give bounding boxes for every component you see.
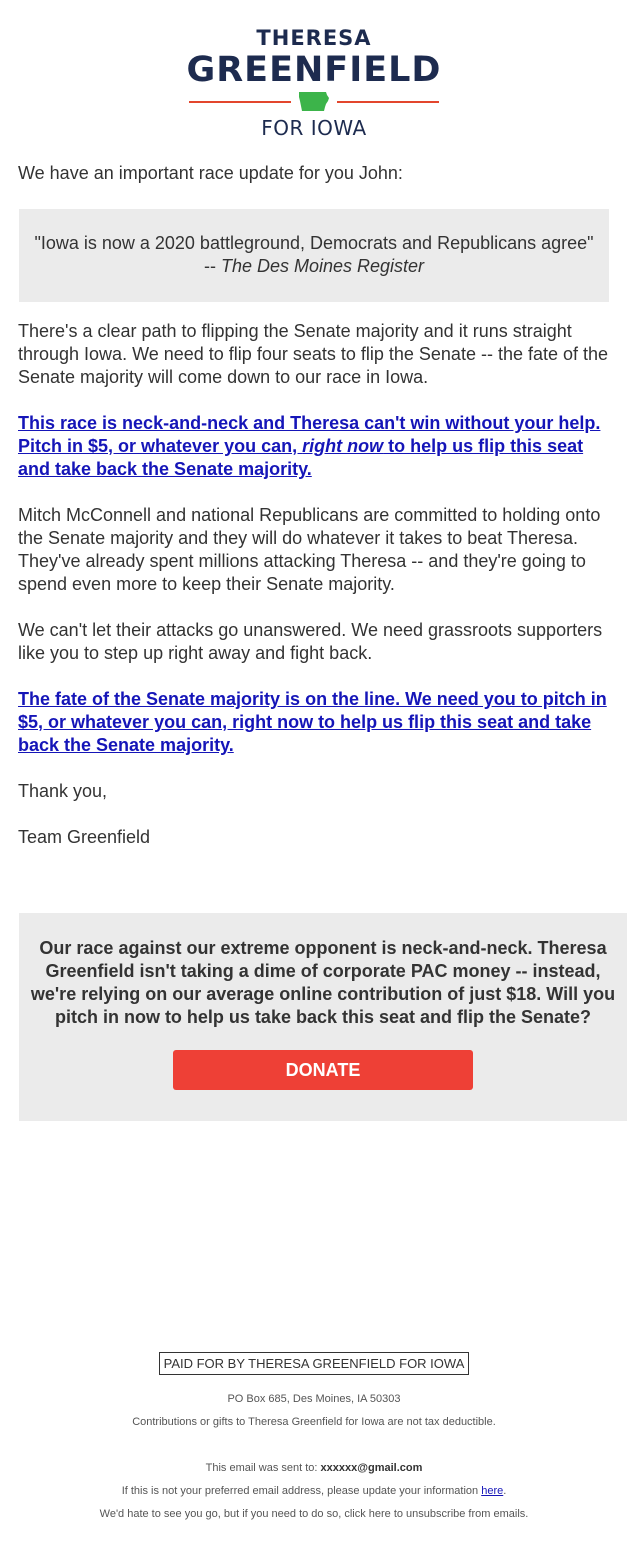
preference-suffix: . [503, 1485, 507, 1497]
footer-contributions-note: Contributions or gifts to Theresa Greenfield for Iowa are not tax deductible. [132, 1416, 496, 1428]
donate-box-text: Our race against our extreme opponent is neck-and-neck. Theresa Greenfield isn't taking a dime of corporate PAC money -- instead, we're relying on our average online contribution of just $18. Will you pitch in now to help us take back this seat and flip the Senate? [30, 938, 616, 1027]
sent-to-email: xxxxxx@gmail.com [320, 1462, 423, 1474]
logo-divider [189, 90, 439, 114]
logo-first-name: THERESA [256, 26, 372, 50]
cta1-text-part2: to help us flip this seat and take back the Senate majority. [18, 436, 584, 479]
campaign-logo [0, 26, 628, 140]
quote-source: The Des Moines Register [220, 256, 425, 276]
logo-rule-left [189, 101, 291, 103]
signoff: Thank you, [18, 781, 108, 801]
cta1-text-part1: This race is neck-and-neck and Theresa can't win without your help. Pitch in $5, or whatever you can, [18, 413, 601, 456]
cta1-emphasis: right now [302, 436, 384, 456]
update-preferences-link[interactable]: here [481, 1485, 504, 1497]
body-paragraph-1: There's a clear path to flipping the Senate majority and it runs straight through Iowa. We need to flip four seats to flip the Senate -- the fate of the Senate majority will come down to our race in Iowa. [18, 321, 609, 387]
sent-to-label: This email was sent to: [205, 1462, 321, 1474]
signature: Team Greenfield [18, 827, 151, 847]
quote-attribution-prefix: -- [203, 256, 221, 276]
cta-paragraph-2 [18, 688, 612, 757]
donate-link-2[interactable]: The fate of the Senate majority is on the line. We need you to pitch in $5, or whatever you can, right now to help us flip this seat and take back the Senate majority. [18, 689, 607, 755]
quote-text: "Iowa is now a 2020 battleground, Democrats and Republicans agree" [34, 233, 594, 253]
quote-box [19, 209, 609, 302]
footer-preference [0, 1484, 628, 1498]
greeting-text: We have an important race update for you John: [18, 163, 403, 183]
footer-sent-to [0, 1461, 628, 1475]
paid-for-disclaimer: PAID FOR BY THERESA GREENFIELD FOR IOWA [159, 1352, 470, 1375]
donate-button[interactable]: DONATE [173, 1050, 473, 1090]
footer [0, 1352, 628, 1521]
body-paragraph-3: We can't let their attacks go unanswered. We need grassroots supporters like you to step up right away and fight back. [18, 620, 603, 663]
quote-attribution [19, 255, 609, 278]
logo-state: FOR IOWA [261, 116, 367, 140]
cta-paragraph-1 [18, 412, 612, 481]
donate-box [19, 913, 627, 1121]
iowa-state-icon [298, 91, 330, 112]
logo-last-name: GREENFIELD [186, 50, 442, 90]
unsubscribe-link[interactable]: We'd hate to see you go, but if you need to do so, click here to unsubscribe from emails. [99, 1508, 529, 1520]
donate-link-1[interactable] [18, 413, 600, 479]
body-paragraph-2: Mitch McConnell and national Republicans are committed to holding onto the Senate majority and they will do whatever it takes to beat Theresa. They've already spent millions attacking Theresa -- and they're going to spend even more to keep their Senate majority. [18, 505, 601, 594]
footer-address: PO Box 685, Des Moines, IA 50303 [227, 1393, 401, 1405]
logo-rule-right [337, 101, 439, 103]
preference-prefix: If this is not your preferred email address, please update your information [121, 1485, 482, 1497]
